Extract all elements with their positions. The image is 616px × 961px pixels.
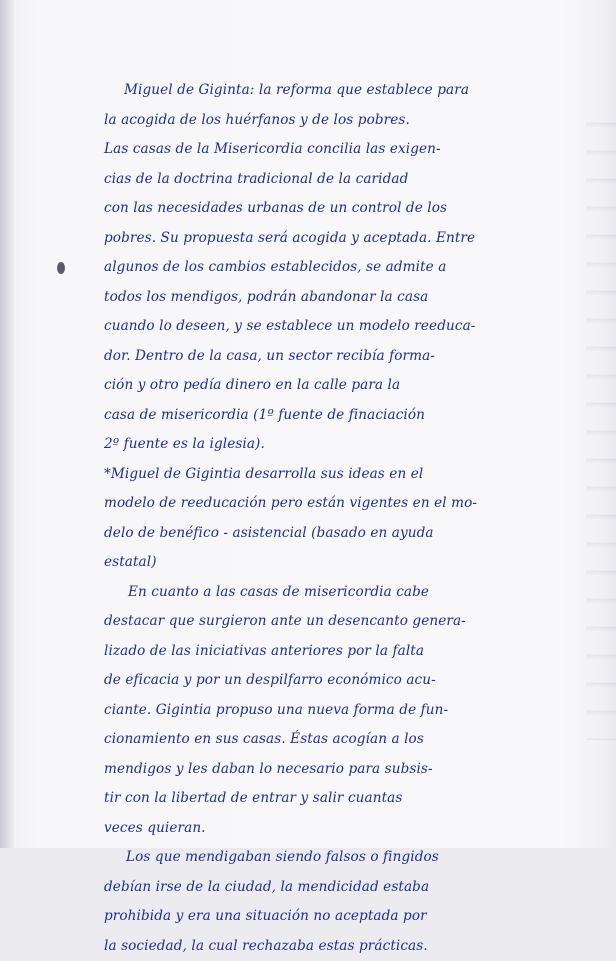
text-line: estatal) bbox=[104, 548, 574, 578]
text-line: Miguel de Giginta: la reforma que establece para bbox=[104, 76, 574, 106]
text-line: la sociedad, la cual rechazaba estas prácticas. bbox=[104, 932, 574, 961]
text-line: cuando lo deseen, y se establece un modelo reeduca- bbox=[104, 312, 574, 342]
text-line: delo de benéfico - asistencial (basado en ayuda bbox=[104, 519, 574, 549]
text-line: cionamiento en sus casas. Éstas acogían a los bbox=[104, 725, 574, 755]
text-line: 2º fuente es la iglesia). bbox=[104, 430, 574, 460]
text-line: Los que mendigaban siendo falsos o fingidos bbox=[104, 843, 574, 873]
text-line: pobres. Su propuesta será acogida y aceptada. Entre bbox=[104, 224, 574, 254]
text-line: En cuanto a las casas de misericordia cabe bbox=[104, 578, 574, 608]
bleed-through-text bbox=[586, 100, 616, 740]
binding-edge bbox=[0, 0, 14, 848]
text-line: Las casas de la Misericordia concilia las exigen- bbox=[104, 135, 574, 165]
text-line: la acogida de los huérfanos y de los pobres. bbox=[104, 106, 574, 136]
text-line: casa de misericordia (1º fuente de finaciación bbox=[104, 401, 574, 431]
text-line: ciante. Gigintia propuso una nueva forma de fun- bbox=[104, 696, 574, 726]
text-line: prohibida y era una situación no aceptada por bbox=[104, 902, 574, 932]
text-line: algunos de los cambios establecidos, se admite a bbox=[104, 253, 574, 283]
text-line: veces quieran. bbox=[104, 814, 574, 844]
text-line: cias de la doctrina tradicional de la caridad bbox=[104, 165, 574, 195]
text-line: ción y otro pedía dinero en la calle para la bbox=[104, 371, 574, 401]
text-line: con las necesidades urbanas de un control de los bbox=[104, 194, 574, 224]
text-line: tir con la libertad de entrar y salir cuantas bbox=[104, 784, 574, 814]
text-line: todos los mendigos, podrán abandonar la casa bbox=[104, 283, 574, 313]
text-line: mendigos y les daban lo necesario para subsis- bbox=[104, 755, 574, 785]
text-line: dor. Dentro de la casa, un sector recibía forma- bbox=[104, 342, 574, 372]
text-line: de eficacia y por un despilfarro económico acu- bbox=[104, 666, 574, 696]
text-line: destacar que surgieron ante un desencanto genera- bbox=[104, 607, 574, 637]
text-line: lizado de las iniciativas anteriores por la falta bbox=[104, 637, 574, 667]
punch-hole bbox=[57, 262, 65, 274]
text-line: modelo de reeducación pero están vigentes en el mo- bbox=[104, 489, 574, 519]
text-line: *Miguel de Gigintia desarrolla sus ideas en el bbox=[104, 460, 574, 490]
text-line: debían irse de la ciudad, la mendicidad estaba bbox=[104, 873, 574, 903]
handwritten-text bbox=[104, 76, 574, 961]
